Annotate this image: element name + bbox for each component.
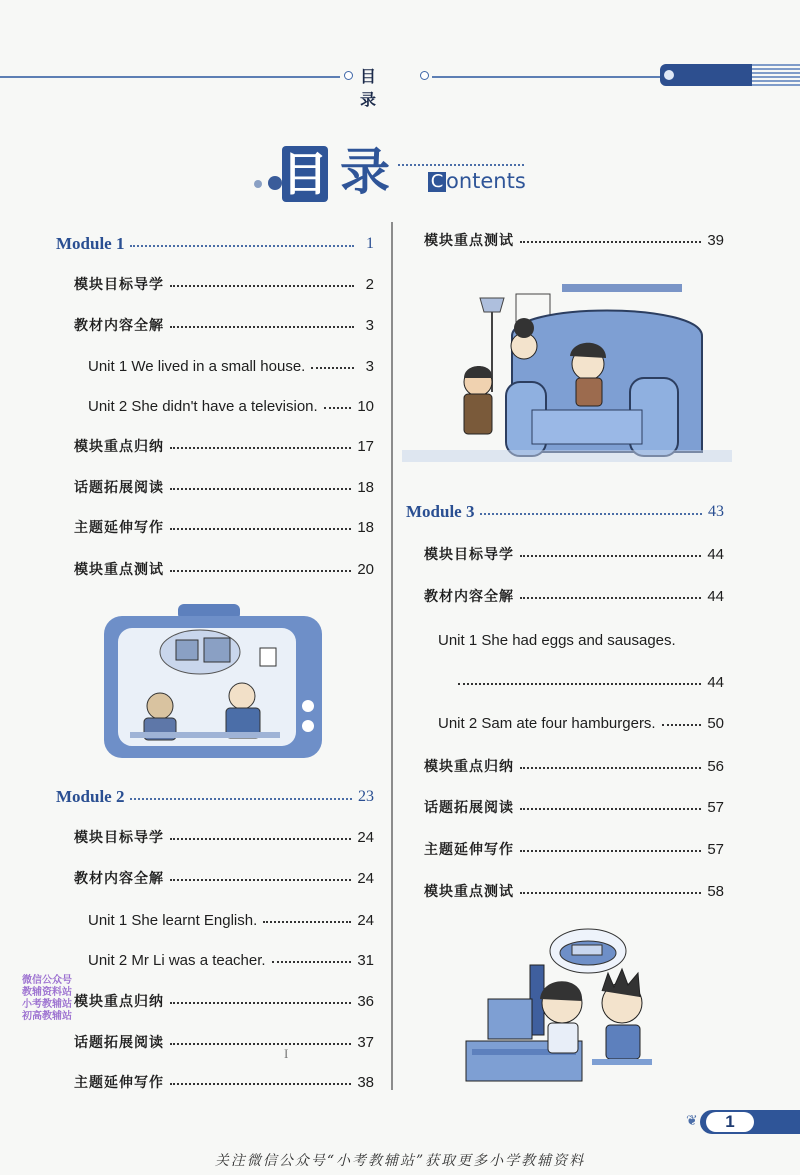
toc-dot-leader [170, 570, 351, 572]
toc-page-number: 57 [707, 840, 724, 858]
toc-dot-leader [170, 285, 354, 287]
footer-note: 关注微信公众号“小考教辅站”获取更多小学教辅资料 [214, 1153, 586, 1169]
title-dotted-rule [398, 164, 524, 166]
toc-section-row [424, 584, 724, 608]
toc-section-row [74, 1030, 374, 1054]
toc-page-number: 3 [365, 357, 374, 375]
toc-dot-leader [170, 838, 351, 840]
toc-dot-leader [662, 724, 702, 726]
toc-entry-label: 模块重点归纳 [424, 759, 514, 775]
toc-entry-label: 模块重点测试 [424, 884, 514, 900]
stray-mark: I [284, 1046, 289, 1061]
header-rule-right [432, 76, 662, 78]
toc-dot-leader [480, 513, 702, 515]
toc-dot-leader [170, 326, 354, 328]
toc-page-number: 43 [708, 503, 724, 520]
toc-page-number: 36 [357, 992, 374, 1010]
toc-page-number: 44 [707, 587, 724, 605]
header-dot-right [420, 71, 429, 80]
toc-page-number: 20 [357, 560, 374, 578]
toc-section-row [424, 837, 724, 861]
toc-page-number: 38 [357, 1073, 374, 1091]
side-watermark-line: 初高教辅站 [22, 1011, 72, 1022]
computer-illustration [462, 925, 662, 1085]
toc-page-number: 18 [357, 478, 374, 496]
toc-page-number: 1 [366, 235, 374, 252]
toc-section-row [74, 1070, 374, 1094]
toc-dot-leader [520, 767, 701, 769]
toc-dot-leader [324, 407, 352, 409]
toc-section-row [74, 515, 374, 539]
toc-dot-leader [520, 892, 701, 894]
toc-section-row [74, 989, 374, 1013]
toc-entry-label: 主题延伸写作 [74, 520, 164, 536]
toc-unit-row [88, 908, 374, 932]
toc-entry-label: 主题延伸写作 [74, 1075, 164, 1091]
toc-section-row [424, 542, 724, 566]
toc-page-number: 23 [358, 788, 374, 805]
toc-entry-label: 话题拓展阅读 [74, 480, 164, 496]
toc-dot-leader [520, 555, 701, 557]
header-dot-left [344, 71, 353, 80]
toc-entry-label: Module 1 [56, 234, 125, 253]
toc-unit-row [88, 948, 374, 972]
toc-page-number: 39 [707, 231, 724, 249]
toc-entry-label: 模块目标导学 [74, 277, 164, 293]
toc-unit-row [452, 670, 724, 694]
toc-page-number: 44 [707, 673, 724, 691]
toc-page-number: 10 [357, 397, 374, 415]
toc-section-row [74, 825, 374, 849]
toc-dot-leader [311, 367, 354, 369]
toc-dot-leader [130, 245, 354, 247]
toc-module-row [56, 232, 374, 256]
toc-page-number: 50 [707, 714, 724, 732]
leaf-icon: ❦ [686, 1113, 698, 1129]
toc-entry-label: 主题延伸写作 [424, 842, 514, 858]
toc-unit-row [88, 354, 374, 378]
toc-section-row [74, 866, 374, 890]
header-title: 目 录 [360, 67, 387, 109]
toc-dot-leader [263, 921, 351, 923]
toc-page-number: 3 [365, 316, 374, 334]
title-decor-dot-large [268, 176, 282, 190]
side-watermark-line: 小考教辅站 [22, 999, 72, 1010]
toc-section-row [424, 879, 724, 903]
toc-page-number: 58 [707, 882, 724, 900]
toc-dot-leader [520, 597, 701, 599]
toc-dot-leader [170, 447, 351, 449]
toc-page-number: 24 [357, 828, 374, 846]
toc-page-number: 44 [707, 545, 724, 563]
toc-entry-label: 模块重点测试 [74, 562, 164, 578]
toc-entry-label: 模块重点测试 [424, 233, 514, 249]
toc-section-row [74, 434, 374, 458]
title-contents-initial: C [428, 172, 446, 192]
side-watermark [22, 975, 94, 1023]
toc-section-row [74, 557, 374, 581]
toc-dot-leader [170, 879, 351, 881]
toc-unit-row [438, 711, 724, 735]
header-stripes [752, 64, 800, 86]
header-rule-left [0, 76, 340, 78]
toc-dot-leader [520, 808, 701, 810]
toc-page-number: 24 [357, 911, 374, 929]
toc-dot-leader [130, 798, 352, 800]
toc-page-number: 37 [357, 1033, 374, 1051]
toc-entry-label: 话题拓展阅读 [424, 800, 514, 816]
toc-page-number: 2 [365, 275, 374, 293]
toc-entry-label: Unit 2 Mr Li was a teacher. [88, 951, 266, 969]
toc-page-number: 18 [357, 518, 374, 536]
toc-page-number: 57 [707, 798, 724, 816]
toc-entry-label: 教材内容全解 [74, 871, 164, 887]
side-watermark-line: 教辅资料站 [22, 987, 72, 998]
toc-dot-leader [520, 241, 701, 243]
toc-entry-label: 模块重点归纳 [74, 439, 164, 455]
toc-unit-row [438, 628, 724, 652]
toc-entry-label: Unit 2 She didn't have a television. [88, 397, 318, 415]
toc-entry-label: 模块重点归纳 [74, 994, 164, 1010]
toc-entry-label: Unit 1 She had eggs and sausages. [438, 631, 676, 649]
toc-section-row [424, 754, 724, 778]
toc-page-number: 17 [357, 437, 374, 455]
toc-dot-leader [272, 961, 352, 963]
toc-unit-row [88, 394, 374, 418]
toc-section-row [74, 313, 374, 337]
toc-section-row [74, 475, 374, 499]
side-watermark-line: 微信公众号 [22, 975, 72, 986]
title-char-2: 录 [340, 143, 390, 201]
toc-section-row [424, 795, 724, 819]
toc-section-row [74, 272, 374, 296]
toc-entry-label: Module 3 [406, 502, 475, 521]
toc-section-row [424, 228, 724, 252]
toc-module-row [406, 500, 724, 524]
title-decor-dot-small [254, 180, 262, 188]
toc-dot-leader [170, 1002, 351, 1004]
toc-page-number: 24 [357, 869, 374, 887]
page-number: 1 [725, 1112, 735, 1131]
toc-dot-leader [170, 528, 351, 530]
title-char-1: 目 [282, 147, 328, 201]
toc-entry-label: 模块目标导学 [424, 547, 514, 563]
toc-dot-leader [170, 1043, 351, 1045]
toc-entry-label: Unit 1 She learnt English. [88, 911, 258, 929]
toc-entry-label: Unit 2 Sam ate four hamburgers. [438, 714, 656, 732]
toc-entry-label: Unit 1 We lived in a small house. [88, 357, 306, 375]
toc-page-number: 56 [707, 757, 724, 775]
toc-entry-label: 话题拓展阅读 [74, 1035, 164, 1051]
title-contents-rest: ontents [446, 169, 526, 193]
header-tab-dot [664, 70, 674, 80]
toc-dot-leader [458, 683, 701, 685]
toc-entry-label: Module 2 [56, 787, 125, 806]
toc-dot-leader [170, 488, 351, 490]
toc-entry-label: 教材内容全解 [424, 589, 514, 605]
toc-page-number: 31 [357, 951, 374, 969]
column-divider [391, 222, 393, 1090]
tv-illustration [100, 602, 326, 762]
toc-module-row [56, 785, 374, 809]
toc-entry-label: 教材内容全解 [74, 318, 164, 334]
toc-entry-label: 模块目标导学 [74, 830, 164, 846]
toc-dot-leader [520, 850, 701, 852]
armchair-illustration [402, 282, 732, 468]
toc-dot-leader [170, 1083, 351, 1085]
